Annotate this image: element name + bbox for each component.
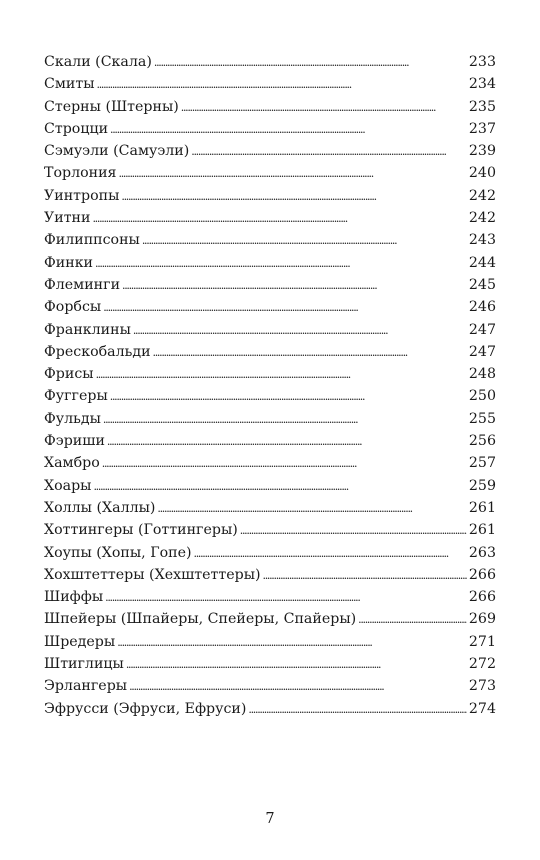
toc-entry-page: 242	[468, 210, 496, 227]
toc-entry-title: Фульды	[44, 410, 101, 427]
toc-entry	[44, 140, 496, 162]
toc-entry	[44, 452, 496, 474]
toc-entry-title: Фуггеры	[44, 388, 108, 405]
toc-leader-dots	[110, 118, 467, 141]
toc-leader-dots	[102, 452, 467, 475]
toc-entry	[44, 519, 496, 541]
toc-entry	[44, 73, 496, 95]
toc-entry-page: 235	[468, 98, 496, 115]
toc-entry-title: Фэриши	[44, 433, 105, 450]
toc-entry-page: 272	[468, 656, 496, 673]
toc-entry	[44, 497, 496, 519]
toc-entry-page: 269	[468, 611, 496, 628]
toc-entry-page: 256	[468, 433, 496, 450]
toc-leader-dots	[110, 385, 467, 408]
toc-entry	[44, 363, 496, 385]
toc-leader-dots	[121, 185, 467, 208]
toc-entry-title: Сэмуэли (Самуэли)	[44, 143, 190, 160]
toc-leader-dots	[119, 162, 467, 185]
toc-entry-page: 243	[468, 232, 496, 249]
toc-entry-page: 263	[468, 544, 496, 561]
toc-entry	[44, 252, 496, 274]
toc-entry-title: Форбсы	[44, 299, 102, 316]
toc-leader-dots	[248, 698, 466, 721]
toc-leader-dots	[95, 252, 467, 275]
toc-entry-title: Шиффы	[44, 589, 104, 606]
toc-entry	[44, 185, 496, 207]
toc-entry-page: 247	[468, 343, 496, 360]
toc-leader-dots	[240, 519, 467, 542]
toc-entry-title: Строцци	[44, 120, 109, 137]
toc-entry	[44, 162, 496, 184]
toc-leader-dots	[157, 497, 466, 520]
toc-leader-dots	[191, 140, 467, 163]
toc-entry	[44, 698, 496, 720]
toc-entry-page: 274	[468, 700, 496, 717]
toc-entry-page: 242	[468, 187, 496, 204]
toc-entry-title: Флеминги	[44, 276, 121, 293]
toc-leader-dots	[126, 653, 467, 676]
toc-entry	[44, 229, 496, 251]
toc-entry	[44, 608, 496, 630]
toc-entry	[44, 207, 496, 229]
toc-entry	[44, 51, 496, 73]
toc-entry	[44, 274, 496, 296]
toc-entry-page: 271	[468, 633, 496, 650]
toc-entry	[44, 675, 496, 697]
toc-entry-title: Холлы (Халлы)	[44, 499, 156, 516]
toc-entry-title: Стерны (Штерны)	[44, 98, 179, 115]
toc-entry-page: 237	[468, 120, 496, 137]
toc-leader-dots	[96, 363, 467, 386]
toc-entry-page: 259	[468, 477, 496, 494]
toc-entry-page: 248	[468, 366, 496, 383]
toc-entry-title: Эфрусси (Эфруси, Ефруси)	[44, 700, 247, 717]
toc-entry-title: Хоттингеры (Готтингеры)	[44, 522, 238, 539]
toc-leader-dots	[107, 430, 467, 453]
toc-entry	[44, 341, 496, 363]
toc-leader-dots	[181, 96, 467, 119]
toc-entry	[44, 385, 496, 407]
toc-entry-title: Фрисы	[44, 366, 94, 383]
toc-entry-page: 244	[468, 254, 496, 271]
toc-entry-page: 245	[468, 276, 496, 293]
toc-leader-dots	[103, 296, 467, 319]
toc-entry-title: Шредеры	[44, 633, 116, 650]
toc-leader-dots	[105, 586, 467, 609]
toc-leader-dots	[117, 631, 467, 654]
toc-entry	[44, 631, 496, 653]
toc-entry-page: 240	[468, 165, 496, 182]
toc-entry	[44, 653, 496, 675]
toc-entry-title: Хамбро	[44, 455, 100, 472]
toc-entry-title: Франклины	[44, 321, 131, 338]
toc-entry-page: 257	[468, 455, 496, 472]
toc-entry	[44, 118, 496, 140]
toc-entry-title: Смиты	[44, 76, 95, 93]
toc-entry-title: Хоары	[44, 477, 92, 494]
toc-entry-title: Штиглицы	[44, 656, 124, 673]
toc-entry-page: 261	[468, 522, 496, 539]
toc-entry-page: 266	[468, 589, 496, 606]
toc-entry	[44, 475, 496, 497]
toc-entry	[44, 408, 496, 430]
toc-leader-dots	[97, 73, 467, 96]
toc-entry	[44, 586, 496, 608]
toc-leader-dots	[358, 608, 467, 631]
toc-entry-page: 234	[468, 76, 496, 93]
toc-entry-page: 233	[468, 54, 496, 70]
toc-entry-title: Хоупы (Хопы, Гопе)	[44, 544, 192, 561]
toc-entry-title: Филиппсоны	[44, 232, 140, 249]
toc-entry-title: Шпейеры (Шпайеры, Спейеры, Спайеры)	[44, 611, 357, 628]
toc-leader-dots	[92, 207, 466, 230]
toc-leader-dots	[122, 274, 467, 297]
toc-entry-title: Эрлангеры	[44, 678, 128, 695]
toc-entry-title: Хохштеттеры (Хехштеттеры)	[44, 566, 261, 583]
toc-entry-page: 255	[468, 410, 496, 427]
toc-leader-dots	[142, 229, 467, 252]
toc-entry-page: 266	[468, 566, 496, 583]
toc-entry-page: 250	[468, 388, 496, 405]
toc-entry	[44, 564, 496, 586]
toc-entry	[44, 319, 496, 341]
toc-leader-dots	[103, 408, 467, 431]
toc-entry-page: 273	[468, 678, 496, 695]
page-number: 7	[265, 811, 275, 827]
toc-entry-page: 246	[468, 299, 496, 316]
table-of-contents	[44, 51, 496, 720]
toc-leader-dots	[263, 564, 467, 587]
toc-entry-title: Торлония	[44, 165, 117, 182]
toc-entry-page: 247	[468, 321, 496, 338]
toc-entry-title: Уинтропы	[44, 187, 120, 204]
toc-leader-dots	[194, 542, 467, 565]
toc-leader-dots	[93, 475, 466, 498]
toc-entry	[44, 430, 496, 452]
toc-leader-dots	[133, 319, 467, 342]
toc-entry-page: 239	[468, 143, 496, 160]
toc-entry	[44, 296, 496, 318]
toc-entry	[44, 542, 496, 564]
toc-leader-dots	[154, 51, 467, 74]
toc-leader-dots	[129, 675, 467, 698]
toc-leader-dots	[153, 341, 467, 364]
toc-entry	[44, 96, 496, 118]
toc-entry-title: Уитни	[44, 210, 91, 227]
toc-entry-page: 261	[468, 499, 496, 516]
toc-entry-title: Фрескобальди	[44, 343, 151, 360]
toc-entry-title: Скали (Скала)	[44, 54, 152, 70]
toc-entry-title: Финки	[44, 254, 94, 271]
